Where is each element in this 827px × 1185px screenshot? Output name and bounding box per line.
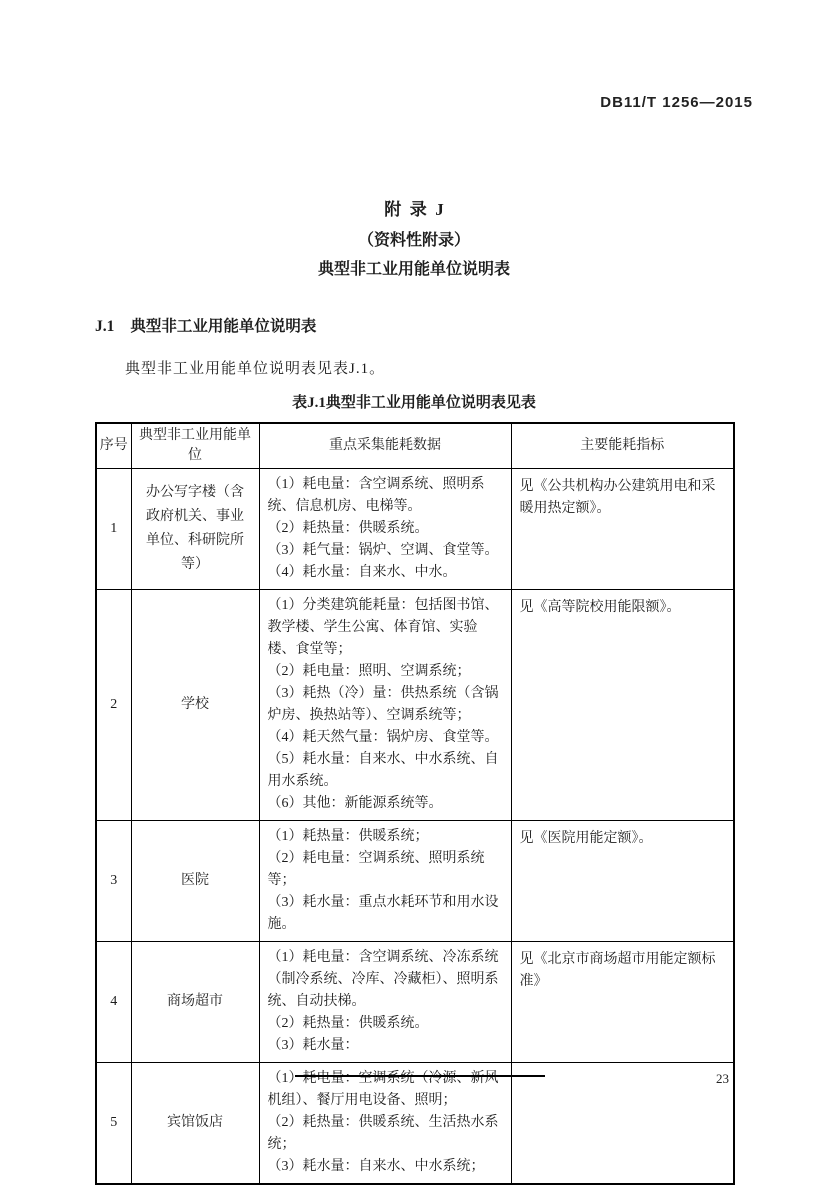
table-row [96,1063,734,1185]
footer-divider-line [295,1075,545,1077]
data-line: （5）耗水量：自来水、中水系统、自用水系统。 [267,752,499,789]
appendix-title: 附 录 J [384,200,444,219]
data-line: （3）耗热（冷）量：供热系统（含锅炉房、换热站等）、空调系统等； [267,686,499,723]
data-line: （4）耗水量：自来水、中水。 [267,565,457,580]
indicator-text: 见《公共机构办公建筑用电和采暖用热定额》。 [511,469,734,590]
section-heading [95,314,733,336]
energy-data-list [259,821,511,942]
row-number: 4 [96,942,131,1063]
indicator-text: 见《高等院校用能限额》。 [511,590,734,821]
body-paragraph: 典型非工业用能单位说明表见表J.1。 [125,361,386,377]
page-content [95,0,733,1185]
table-row [96,469,734,590]
data-line: （3）耗水量： [267,1038,359,1053]
indicator-text: 见《医院用能定额》。 [511,821,734,942]
data-line: （1）耗电量：含空调系统、冷冻系统（制冷系统、冷库、冷藏柜）、照明系统、自动扶梯。 [267,950,499,1009]
data-line: （6）其他：新能源系统等。 [267,796,443,811]
row-number: 3 [96,821,131,942]
table-row [96,942,734,1063]
section-number: J.1 [95,318,115,335]
table-row [96,590,734,821]
unit-name: 宾馆饭店 [131,1063,259,1185]
section-title: 典型非工业用能单位说明表 [130,318,317,335]
appendix-subtitle-table-name: 典型非工业用能单位说明表 [317,261,510,278]
energy-data-list [259,1063,511,1185]
data-line: （2）耗热量：供暖系统、生活热水系统； [267,1115,499,1152]
header-col-unit: 典型非工业用能单位 [131,423,259,469]
row-number: 1 [96,469,131,590]
row-number: 2 [96,590,131,821]
standard-code-header: DB11/T 1256—2015 [600,94,753,111]
page-number: 23 [716,1071,729,1086]
appendix-title-block [95,195,733,279]
data-line: （2）耗电量：空调系统、照明系统等； [267,851,485,888]
energy-data-list [259,942,511,1063]
header-col-indicator: 主要能耗指标 [511,423,734,469]
data-line: （1）耗电量：含空调系统、照明系统、信息机房、电梯等。 [267,477,485,514]
data-line: （1）分类建筑能耗量：包括图书馆、教学楼、学生公寓、体育馆、实验楼、食堂等； [267,598,499,657]
unit-name: 商场超市 [131,942,259,1063]
unit-name: 办公写字楼（含政府机关、事业单位、科研院所等） [131,469,259,590]
data-line: （1）耗热量：供暖系统； [267,829,429,844]
data-line: （2）耗热量：供暖系统。 [267,1016,429,1031]
data-line: （3）耗水量：自来水、中水系统； [267,1159,485,1174]
table-row [96,821,734,942]
unit-name: 学校 [131,590,259,821]
header-col-data: 重点采集能耗数据 [259,423,511,469]
appendix-subtitle-informative: （资料性附录） [357,232,470,249]
data-line: （3）耗水量：重点水耗环节和用水设施。 [267,895,499,932]
data-line: （4）耗天然气量：锅炉房、食堂等。 [267,730,499,745]
energy-data-list [259,469,511,590]
header-col-no: 序号 [96,423,131,469]
table-caption: 表J.1典型非工业用能单位说明表见表 [292,395,536,411]
data-line: （2）耗热量：供暖系统。 [267,521,429,536]
indicator-text: 见《北京市商场超市用能定额标准》 [511,942,734,1063]
table-header-row [96,423,734,469]
units-table [95,422,735,1185]
data-line: （1）耗电量：空调系统（冷源、新风机组）、餐厅用电设备、照明； [267,1071,499,1108]
indicator-text [511,1063,734,1185]
data-line: （3）耗气量：锅炉、空调、食堂等。 [267,543,499,558]
unit-name: 医院 [131,821,259,942]
energy-data-list [259,590,511,821]
data-line: （2）耗电量：照明、空调系统； [267,664,471,679]
row-number: 5 [96,1063,131,1185]
